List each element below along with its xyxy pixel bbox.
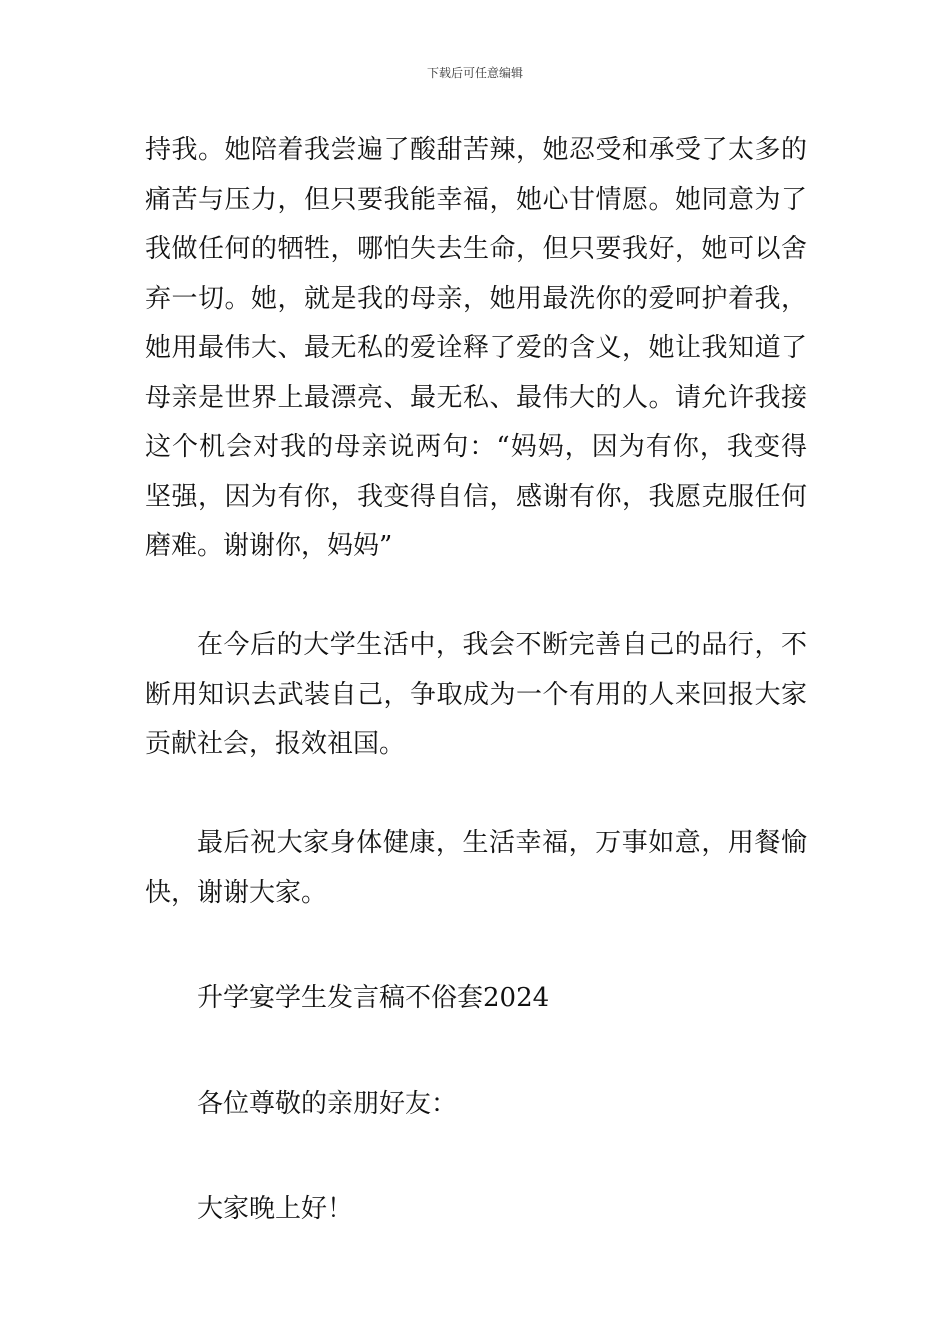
page-header-note: 下载后可任意编辑	[426, 66, 523, 80]
document-body	[145, 126, 807, 1235]
paragraph-gap	[145, 1024, 807, 1080]
paragraph-university: 在今后的大学生活中，我会不断完善自己的品行，不断用知识去武装自己，争取成为一个有用的人来回报大家贡献社会，报效祖国。	[145, 630, 807, 759]
paragraph-gap	[145, 572, 807, 622]
greeting: 大家晚上好！	[197, 1194, 354, 1224]
section-title: 升学宴学生发言稿不俗套2024	[197, 983, 550, 1013]
paragraph-gap	[145, 770, 807, 820]
paragraph-closing: 最后祝大家身体健康，生活幸福，万事如意，用餐愉快，谢谢大家。	[145, 828, 807, 908]
salutation: 各位尊敬的亲朋好友：	[197, 1088, 458, 1119]
paragraph-mother: 持我。她陪着我尝遍了酸甜苦辣，她忍受和承受了太多的痛苦与压力，但只要我能幸福，她心甘情愿。她同意为了我做任何的牺牲，哪怕失去生命，但只要我好，她可以舍弃一切。她，就是我的母亲，她用最洗你的爱呵护着我，她用最伟大、最无私的爱诠释了爱的含义，她让我知道了母亲是世界上最漂亮、最无私、最伟大的人。请允许我接这个机会对我的母亲说两句：“妈妈，因为有你，我变得坚强，因为有你，我变得自信，感谢有你，我愿克服任何磨难。谢谢你，妈妈”	[145, 135, 807, 561]
paragraph-gap	[145, 1129, 807, 1185]
paragraph-gap	[145, 918, 807, 974]
